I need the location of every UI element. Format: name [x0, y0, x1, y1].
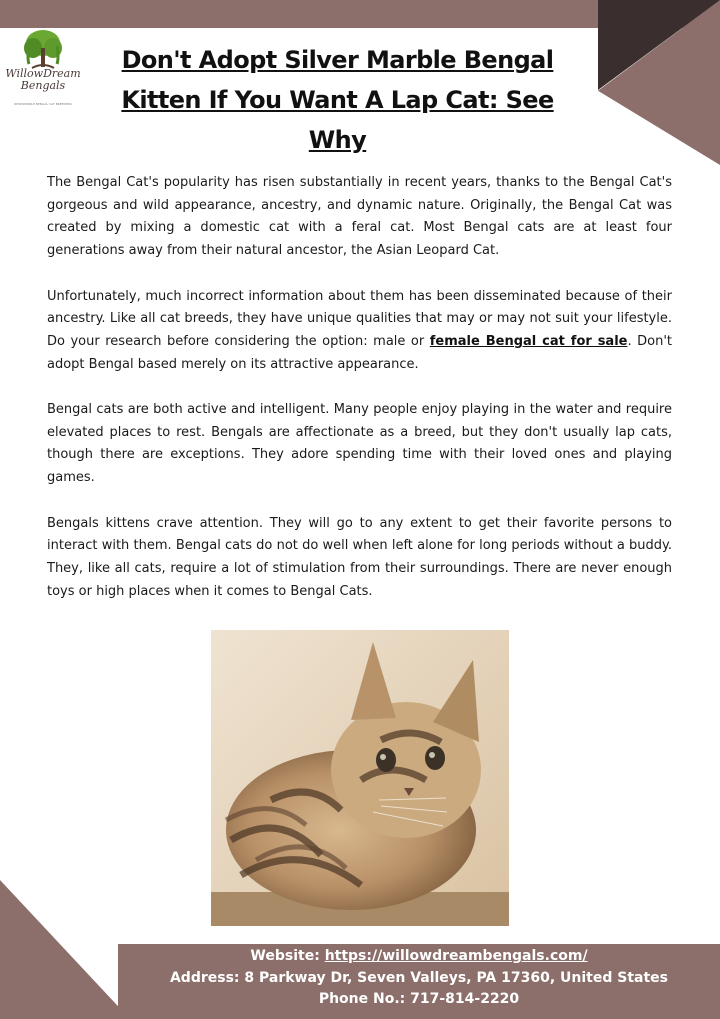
decorative-triangle-bottom-left	[0, 880, 130, 1019]
paragraph-4: Bengals kittens crave attention. They will go to any extent to get their favorite persons to interact with them. Bengal cats do not do well when left alone for long periods without a buddy. They, like all cats, require a lot of stimulation from their surroundings. There are never enough toys or high places when it comes to Bengal Cats.	[47, 515, 672, 599]
bengal-kitten-photo	[211, 630, 509, 926]
paragraph-2-after: . Don't adopt Bengal based merely on its attractive appearance.	[47, 333, 673, 372]
article-body	[47, 172, 672, 626]
willowdream-logo	[2, 28, 84, 112]
footer-phone: Phone No.: 717-814-2220	[318, 991, 520, 1007]
website-label: Website:	[250, 948, 325, 964]
female-bengal-cat-link[interactable]: female Bengal cat for sale	[429, 333, 628, 349]
footer-address: Address: 8 Parkway Dr, Seven Valleys, PA 17360, United States	[169, 969, 669, 986]
logo-wordmark	[2, 68, 84, 92]
paragraph-2	[47, 286, 672, 377]
logo-tagline: RESPONSIBLE BENGAL CAT BREEDERS	[14, 102, 72, 106]
website-link[interactable]: https://willowdreambengals.com/	[324, 948, 588, 964]
paragraph-3: Bengal cats are both active and intelligent. Many people enjoy playing in the water and require elevated places to rest. Bengals are affectionate as a breed, but they don't usually lap cats, though there are exceptions. They adore spending time with their loved ones and playing games.	[47, 402, 672, 486]
logo-name-secondary: Bengals	[20, 79, 66, 92]
page-title: Don't Adopt Silver Marble Bengal Kitten If You Want A Lap Cat: See Why	[121, 46, 554, 154]
paragraph-2-before: Unfortunately, much incorrect information about them has been disseminated because of their ancestry. Like all cat breeds, they have unique qualities that may or may not suit your lifestyle. Do your research before considering the option: male or	[47, 288, 672, 349]
contact-footer	[118, 946, 720, 1011]
footer-website	[118, 946, 720, 968]
paragraph-1: The Bengal Cat's popularity has risen substantially in recent years, thanks to the Bengal Cat's gorgeous and wild appearance, ancestry, and dynamic nature. Originally, the Bengal Cat was created by mixing a domestic cat with a feral cat. Most Bengal cats are at least four generations away from their natural ancestor, the Asian Leopard Cat.	[47, 175, 672, 259]
logo-name: WillowDream	[5, 67, 81, 80]
